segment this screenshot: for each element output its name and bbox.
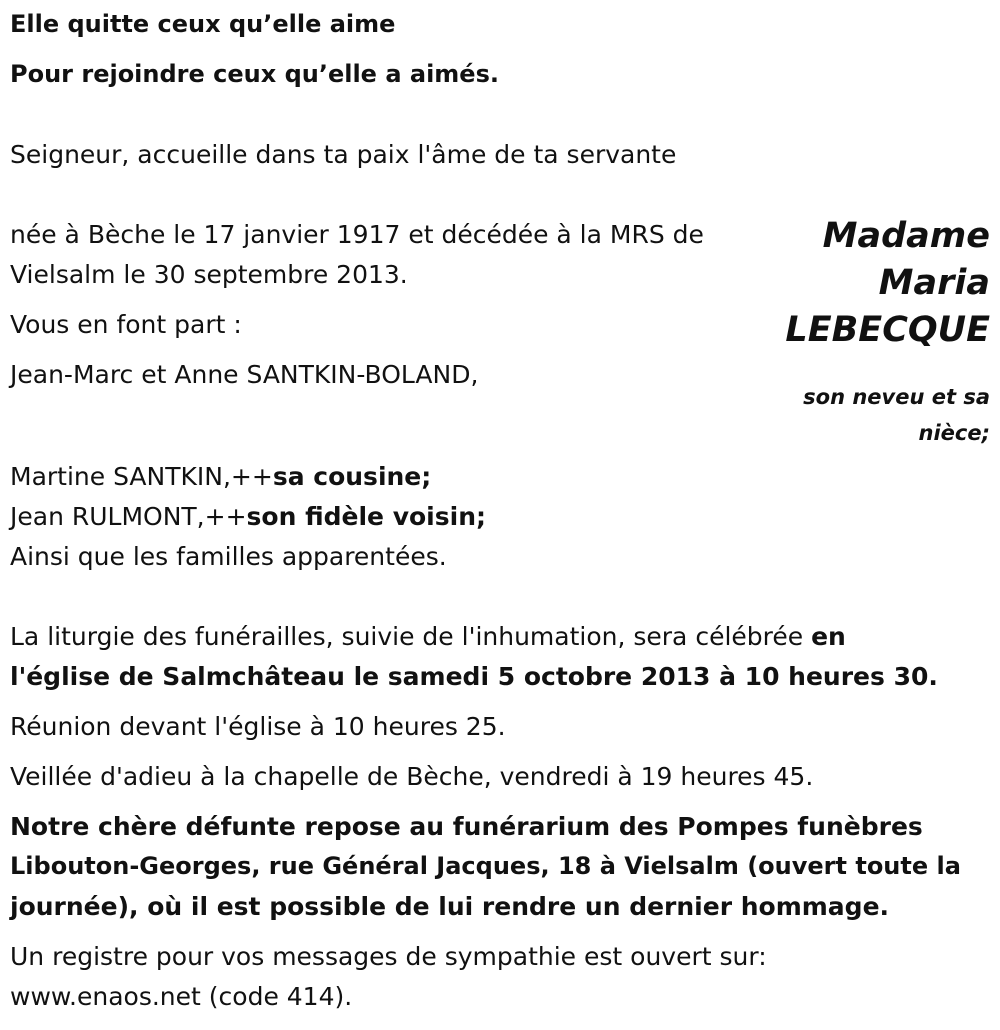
register-line-2: www.enaos.net (code 414).: [10, 982, 353, 1011]
neighbor-name: Jean RULMONT,++: [10, 502, 247, 531]
neighbor-relation: son fidèle voisin;: [246, 502, 486, 531]
other-families: Ainsi que les familles apparentées.: [10, 542, 447, 571]
funeral-line-1-normal: La liturgie des funérailles, suivie de l'inhumation, sera célébrée: [10, 622, 812, 651]
announce-text: Vous en font part :: [10, 310, 242, 339]
repose-line-1: Notre chère défunte repose au funérarium des Pompes funèbres: [10, 812, 923, 841]
deceased-title: Madame: [822, 216, 990, 256]
funeral-line-1-bold: en: [811, 622, 846, 651]
nephew-niece-names: Jean-Marc et Anne SANTKIN-BOLAND,: [10, 360, 479, 389]
funeral-line-1: [10, 622, 846, 651]
birth-death-line-1: née à Bèche le 17 janvier 1917 et décédée à la MRS de: [10, 220, 704, 249]
neighbor-line: [10, 502, 486, 531]
prayer-text: Seigneur, accueille dans ta paix l'âme de ta servante: [10, 140, 677, 169]
cousin-line: [10, 462, 431, 491]
deceased-first-name: Maria: [878, 263, 990, 303]
nephew-niece-relation-line-2: nièce;: [918, 421, 990, 445]
register-line-1: Un registre pour vos messages de sympathie est ouvert sur:: [10, 942, 767, 971]
deceased-name: [785, 213, 990, 354]
vigil-text: Veillée d'adieu à la chapelle de Bèche, vendredi à 19 heures 45.: [10, 762, 814, 791]
nephew-niece-relation-line-1: son neveu et sa: [803, 385, 990, 409]
funeral-line-2: l'église de Salmchâteau le samedi 5 octobre 2013 à 10 heures 30.: [10, 662, 938, 691]
nephew-niece-relation: [803, 379, 990, 451]
epitaph-line-1: Elle quitte ceux qu’elle aime: [10, 10, 396, 38]
cousin-relation: sa cousine;: [272, 462, 432, 491]
repose-line-3: journée), où il est possible de lui rendre un dernier hommage.: [10, 892, 890, 921]
meeting-text: Réunion devant l'église à 10 heures 25.: [10, 712, 506, 741]
cousin-name: Martine SANTKIN,++: [10, 462, 273, 491]
epitaph-line-2: Pour rejoindre ceux qu’elle a aimés.: [10, 60, 499, 88]
repose-line-2: Libouton-Georges, rue Général Jacques, 18 à Vielsalm (ouvert toute la: [10, 852, 961, 880]
deceased-last-name: LEBECQUE: [785, 310, 990, 350]
birth-death-line-2: Vielsalm le 30 septembre 2013.: [10, 260, 408, 289]
